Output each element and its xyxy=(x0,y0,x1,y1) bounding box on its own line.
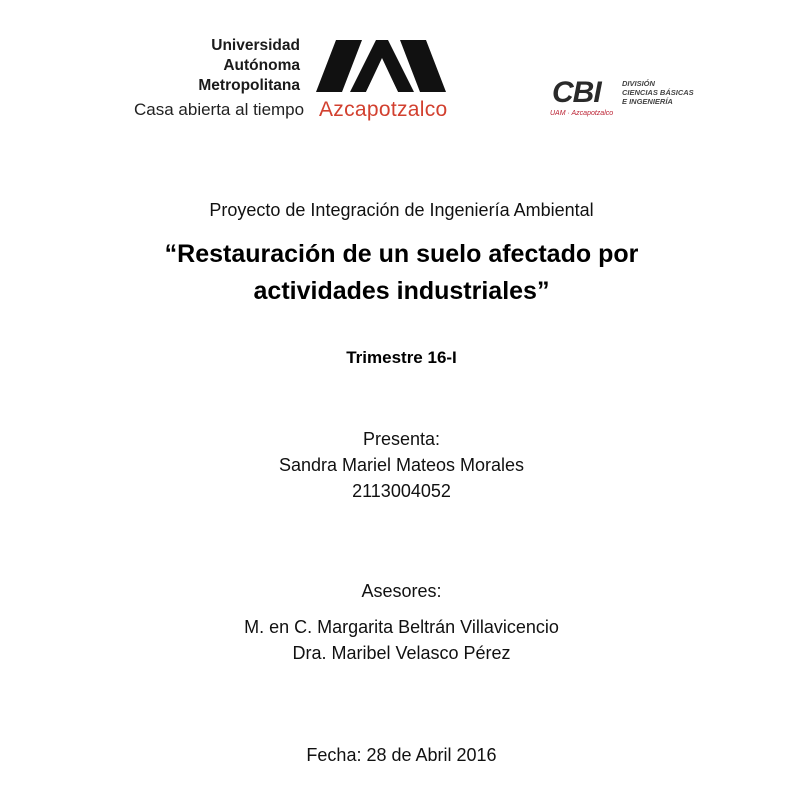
university-name-line-1: Universidad xyxy=(211,37,300,54)
campus-name: Azcapotzalco xyxy=(319,98,448,121)
advisor-name-1: M. en C. Margarita Beltrán Villavicencio xyxy=(244,617,559,637)
advisor-name-2: Dra. Maribel Velasco Pérez xyxy=(292,643,511,663)
project-title-line-2: actividades industriales” xyxy=(253,277,550,305)
presenter-block xyxy=(0,426,803,504)
cbi-division-text xyxy=(622,79,694,106)
project-title-line-1: “Restauración de un suelo afectado por xyxy=(164,240,639,268)
cbi-division-line-1: DIVISIÓN xyxy=(622,79,655,88)
advisors-list xyxy=(0,614,803,666)
cbi-division-line-3: E INGENIERÍA xyxy=(622,97,673,106)
university-name-line-3: Metropolitana xyxy=(198,77,300,94)
document-date: Fecha: 28 de Abril 2016 xyxy=(306,745,497,765)
presenter-label: Presenta: xyxy=(362,429,441,449)
cbi-letters: CBI xyxy=(552,76,601,109)
advisors-label: Asesores: xyxy=(361,581,442,601)
presenter-id: 2113004052 xyxy=(352,481,451,501)
cbi-subtext: UAM · Azcapotzalco xyxy=(550,110,614,117)
presenter-name: Sandra Mariel Mateos Morales xyxy=(278,455,525,475)
uam-logo xyxy=(120,36,460,128)
cbi-division-line-2: CIENCIAS BÁSICAS xyxy=(622,88,694,97)
project-title xyxy=(0,236,803,310)
university-name-line-2: Autónoma xyxy=(223,57,300,74)
term-label: Trimestre 16-I xyxy=(346,348,457,367)
university-tagline: Casa abierta al tiempo xyxy=(134,100,305,119)
cbi-logo xyxy=(550,74,700,124)
program-name: Proyecto de Integración de Ingeniería Ambiental xyxy=(209,200,594,220)
uam-logo-icon xyxy=(316,38,446,94)
